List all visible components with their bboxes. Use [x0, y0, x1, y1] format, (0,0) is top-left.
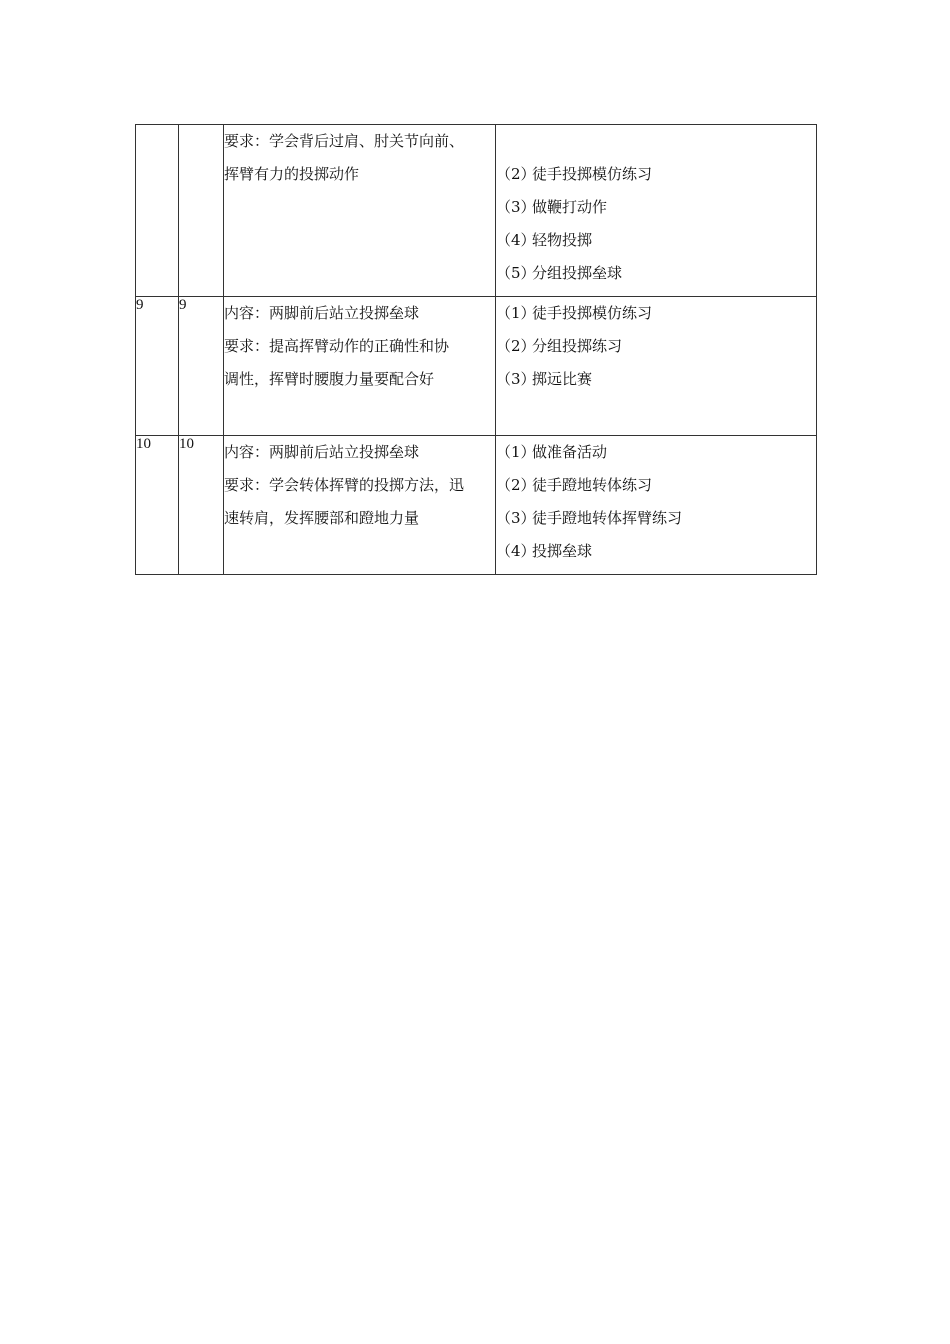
content-line: 内容：两脚前后站立投掷垒球 — [224, 304, 420, 322]
period-number-cell: 10 — [179, 436, 224, 575]
requirement-line: 要求：学会背后过肩、肘关节向前、 — [224, 132, 465, 150]
requirement-line: 挥臂有力的投掷动作 — [224, 165, 360, 183]
requirement-line: 要求：学会转体挥臂的投掷方法，迅 — [224, 476, 465, 494]
exercise-number: （3） — [496, 509, 536, 527]
exercise-text: 分组投掷练习 — [532, 337, 623, 355]
exercise-number: （2） — [496, 337, 536, 355]
exercise-text: 徒手蹬地转体练习 — [532, 476, 653, 494]
lesson-number-cell — [136, 125, 179, 297]
content-requirement-cell — [224, 436, 496, 575]
exercise-cell — [496, 297, 817, 436]
lesson-number-cell: 10 — [136, 436, 179, 575]
lesson-plan-table — [135, 124, 817, 575]
exercise-cell — [496, 125, 817, 297]
exercise-text: 徒手蹬地转体挥臂练习 — [532, 509, 683, 527]
exercise-number: （5） — [496, 264, 536, 282]
exercise-item — [496, 224, 816, 257]
exercise-number: （1） — [496, 443, 536, 461]
exercise-item — [496, 330, 816, 363]
exercise-text: 轻物投掷 — [532, 231, 593, 249]
requirement-line: 调性，挥臂时腰腹力量要配合好 — [224, 370, 435, 388]
content-requirement-cell — [224, 125, 496, 297]
exercise-text: 徒手投掷模仿练习 — [532, 165, 653, 183]
exercise-number: （3） — [496, 198, 536, 216]
period-number-cell — [179, 125, 224, 297]
exercise-item — [496, 436, 816, 469]
table-row — [136, 297, 817, 436]
requirement-line: 速转肩，发挥腰部和蹬地力量 — [224, 509, 420, 527]
table-row — [136, 436, 817, 575]
exercise-number: （2） — [496, 476, 536, 494]
exercise-item — [496, 158, 816, 191]
exercise-item — [496, 257, 816, 290]
exercise-number: （2） — [496, 165, 536, 183]
exercise-text: 投掷垒球 — [532, 542, 593, 560]
exercise-item — [496, 469, 816, 502]
exercise-text: 掷远比赛 — [532, 370, 593, 388]
exercise-text: 做鞭打动作 — [532, 198, 608, 216]
period-number-cell: 9 — [179, 297, 224, 436]
exercise-number: （4） — [496, 231, 536, 249]
lesson-number-cell: 9 — [136, 297, 179, 436]
table-row — [136, 125, 817, 297]
exercise-text: 徒手投掷模仿练习 — [532, 304, 653, 322]
exercise-text: 分组投掷垒球 — [532, 264, 623, 282]
exercise-item — [496, 297, 816, 330]
exercise-number: （1） — [496, 304, 536, 322]
exercise-number: （4） — [496, 542, 536, 560]
exercise-item — [496, 535, 816, 568]
requirement-line: 要求：提高挥臂动作的正确性和协 — [224, 337, 450, 355]
exercise-number: （3） — [496, 370, 536, 388]
exercise-item — [496, 502, 816, 535]
exercise-item — [496, 363, 816, 396]
exercise-text: 做准备活动 — [532, 443, 608, 461]
content-line: 内容：两脚前后站立投掷垒球 — [224, 443, 420, 461]
exercise-item — [496, 191, 816, 224]
content-requirement-cell — [224, 297, 496, 436]
exercise-cell — [496, 436, 817, 575]
